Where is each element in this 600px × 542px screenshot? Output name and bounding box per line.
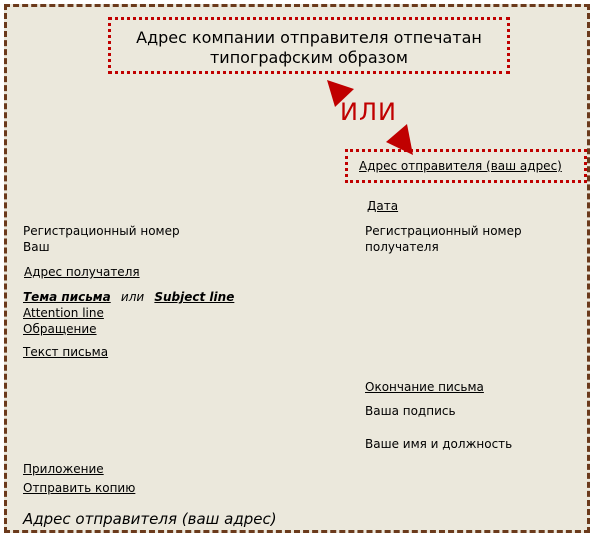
enclosure: Приложение xyxy=(23,462,104,476)
sender-reg-number-line1: Регистрационный номер xyxy=(23,224,180,238)
subject-or: или xyxy=(120,290,145,304)
body-text: Текст письма xyxy=(23,345,109,359)
recipient-reg-number-line2: получателя xyxy=(365,240,439,254)
subject-label-en: Subject line xyxy=(154,290,235,304)
or-label: ИЛИ xyxy=(340,98,397,126)
sender-reg-number-line2: Ваш xyxy=(23,240,50,254)
signature: Ваша подпись xyxy=(365,404,456,418)
attention-line: Attention line xyxy=(23,306,104,320)
sender-address-text: Адрес отправителя (ваш адрес) xyxy=(359,159,562,173)
name-and-title: Ваше имя и должность xyxy=(365,437,513,451)
company-address-line1: Адрес компании отправителя отпечатан xyxy=(136,28,482,47)
company-address-line2: типографским образом xyxy=(209,48,408,67)
recipient-reg-number-line1: Регистрационный номер xyxy=(365,224,522,238)
company-address-box xyxy=(108,17,510,74)
closing: Окончание письма xyxy=(365,380,484,394)
salutation: Обращение xyxy=(23,322,97,336)
send-copy: Отправить копию xyxy=(23,481,136,495)
date-field: Дата xyxy=(367,199,399,213)
recipient-address: Адрес получателя xyxy=(24,265,140,279)
footer-sender-address: Адрес отправителя (ваш адрес) xyxy=(23,510,277,528)
subject-label-ru: Тема письма xyxy=(23,290,111,304)
subject-line-row xyxy=(23,289,234,305)
sender-address-box xyxy=(345,149,587,183)
